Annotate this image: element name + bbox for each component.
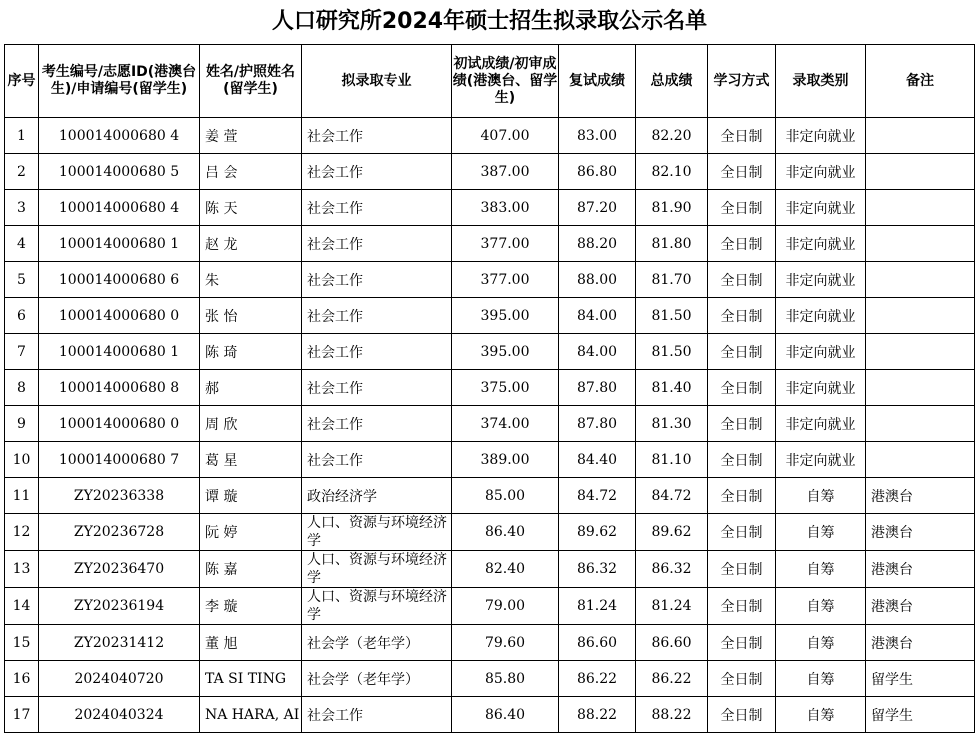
cell-seq: 8 <box>5 370 39 406</box>
cell-prelim-score: 407.00 <box>452 118 559 154</box>
cell-total-score: 81.90 <box>636 190 708 226</box>
cell-remark <box>866 442 975 478</box>
cell-study-mode: 全日制 <box>708 442 776 478</box>
cell-category: 非定向就业 <box>776 190 866 226</box>
table-row <box>5 190 975 226</box>
cell-seq: 5 <box>5 262 39 298</box>
table-row <box>5 661 975 697</box>
cell-name: 吕 会 <box>200 154 302 190</box>
cell-candidate-id: 100014000680 7 <box>39 442 200 478</box>
cell-candidate-id: ZY20236338 <box>39 478 200 514</box>
cell-seq: 3 <box>5 190 39 226</box>
cell-major: 社会工作 <box>302 370 452 406</box>
cell-total-score: 81.40 <box>636 370 708 406</box>
cell-prelim-score: 79.60 <box>452 625 559 661</box>
cell-prelim-score: 85.80 <box>452 661 559 697</box>
cell-candidate-id: 100014000680 8 <box>39 370 200 406</box>
cell-retest-score: 83.00 <box>559 118 636 154</box>
cell-name: 张 怡 <box>200 298 302 334</box>
cell-category: 非定向就业 <box>776 406 866 442</box>
cell-study-mode: 全日制 <box>708 262 776 298</box>
table-row <box>5 370 975 406</box>
cell-study-mode: 全日制 <box>708 697 776 733</box>
cell-retest-score: 87.80 <box>559 406 636 442</box>
cell-seq: 7 <box>5 334 39 370</box>
cell-name: 葛 星 <box>200 442 302 478</box>
cell-remark <box>866 190 975 226</box>
cell-study-mode: 全日制 <box>708 661 776 697</box>
cell-prelim-score: 82.40 <box>452 551 559 588</box>
cell-candidate-id: 100014000680 1 <box>39 334 200 370</box>
cell-seq: 1 <box>5 118 39 154</box>
cell-name: 陈 琦 <box>200 334 302 370</box>
cell-total-score: 81.80 <box>636 226 708 262</box>
cell-retest-score: 86.60 <box>559 625 636 661</box>
table-header-row <box>5 45 975 118</box>
cell-candidate-id: 100014000680 1 <box>39 226 200 262</box>
cell-prelim-score: 395.00 <box>452 334 559 370</box>
cell-candidate-id: 100014000680 4 <box>39 118 200 154</box>
cell-remark: 留学生 <box>866 661 975 697</box>
cell-total-score: 82.20 <box>636 118 708 154</box>
cell-candidate-id: ZY20236470 <box>39 551 200 588</box>
cell-seq: 9 <box>5 406 39 442</box>
header-retest: 复试成绩 <box>559 45 636 118</box>
cell-category: 非定向就业 <box>776 118 866 154</box>
admission-table <box>4 44 975 733</box>
cell-candidate-id: ZY20231412 <box>39 625 200 661</box>
cell-remark <box>866 154 975 190</box>
cell-prelim-score: 79.00 <box>452 588 559 625</box>
cell-study-mode: 全日制 <box>708 406 776 442</box>
cell-total-score: 81.10 <box>636 442 708 478</box>
cell-candidate-id: 100014000680 6 <box>39 262 200 298</box>
cell-total-score: 86.22 <box>636 661 708 697</box>
cell-major: 人口、资源与环境经济学 <box>302 588 452 625</box>
cell-category: 非定向就业 <box>776 442 866 478</box>
cell-major: 社会学（老年学） <box>302 625 452 661</box>
cell-prelim-score: 387.00 <box>452 154 559 190</box>
cell-study-mode: 全日制 <box>708 298 776 334</box>
table-row <box>5 226 975 262</box>
cell-retest-score: 88.00 <box>559 262 636 298</box>
header-major: 拟录取专业 <box>302 45 452 118</box>
cell-study-mode: 全日制 <box>708 118 776 154</box>
cell-prelim-score: 377.00 <box>452 262 559 298</box>
cell-name: 赵 龙 <box>200 226 302 262</box>
cell-major: 人口、资源与环境经济学 <box>302 551 452 588</box>
cell-study-mode: 全日制 <box>708 478 776 514</box>
cell-seq: 11 <box>5 478 39 514</box>
cell-study-mode: 全日制 <box>708 334 776 370</box>
cell-major: 社会工作 <box>302 406 452 442</box>
cell-seq: 15 <box>5 625 39 661</box>
cell-remark: 港澳台 <box>866 625 975 661</box>
cell-major: 社会学（老年学） <box>302 661 452 697</box>
cell-category: 自筹 <box>776 697 866 733</box>
table-body <box>5 118 975 733</box>
cell-remark: 港澳台 <box>866 551 975 588</box>
cell-major: 社会工作 <box>302 334 452 370</box>
cell-category: 非定向就业 <box>776 226 866 262</box>
cell-total-score: 86.32 <box>636 551 708 588</box>
cell-remark <box>866 298 975 334</box>
cell-seq: 10 <box>5 442 39 478</box>
cell-major: 社会工作 <box>302 697 452 733</box>
table-row <box>5 514 975 551</box>
cell-study-mode: 全日制 <box>708 226 776 262</box>
cell-prelim-score: 374.00 <box>452 406 559 442</box>
cell-name: 陈 天 <box>200 190 302 226</box>
cell-category: 非定向就业 <box>776 334 866 370</box>
cell-remark: 港澳台 <box>866 588 975 625</box>
cell-name: 周 欣 <box>200 406 302 442</box>
cell-retest-score: 84.00 <box>559 298 636 334</box>
cell-prelim-score: 85.00 <box>452 478 559 514</box>
cell-retest-score: 87.20 <box>559 190 636 226</box>
cell-major: 社会工作 <box>302 118 452 154</box>
cell-remark: 港澳台 <box>866 478 975 514</box>
cell-remark <box>866 226 975 262</box>
cell-name: TA SI TING <box>200 661 302 697</box>
table-row <box>5 118 975 154</box>
header-prelim: 初试成绩/初审成绩(港澳台、留学生) <box>452 45 559 118</box>
cell-total-score: 82.10 <box>636 154 708 190</box>
cell-seq: 4 <box>5 226 39 262</box>
table-row <box>5 298 975 334</box>
cell-retest-score: 86.32 <box>559 551 636 588</box>
cell-total-score: 88.22 <box>636 697 708 733</box>
cell-retest-score: 88.20 <box>559 226 636 262</box>
cell-name: NA HARA, AI <box>200 697 302 733</box>
cell-category: 非定向就业 <box>776 298 866 334</box>
cell-category: 自筹 <box>776 625 866 661</box>
cell-total-score: 81.70 <box>636 262 708 298</box>
cell-category: 自筹 <box>776 551 866 588</box>
cell-candidate-id: ZY20236728 <box>39 514 200 551</box>
cell-category: 自筹 <box>776 588 866 625</box>
cell-name: 董 旭 <box>200 625 302 661</box>
header-category: 录取类别 <box>776 45 866 118</box>
table-row <box>5 551 975 588</box>
cell-candidate-id: 2024040720 <box>39 661 200 697</box>
cell-category: 非定向就业 <box>776 154 866 190</box>
cell-retest-score: 86.80 <box>559 154 636 190</box>
cell-seq: 14 <box>5 588 39 625</box>
cell-total-score: 84.72 <box>636 478 708 514</box>
cell-total-score: 86.60 <box>636 625 708 661</box>
table-row <box>5 478 975 514</box>
cell-major: 社会工作 <box>302 262 452 298</box>
cell-name: 谭 璇 <box>200 478 302 514</box>
cell-name: 陈 嘉 <box>200 551 302 588</box>
cell-candidate-id: ZY20236194 <box>39 588 200 625</box>
page-title: 人口研究所2024年硕士招生拟录取公示名单 <box>271 9 708 34</box>
cell-prelim-score: 86.40 <box>452 514 559 551</box>
cell-name: 李 璇 <box>200 588 302 625</box>
cell-study-mode: 全日制 <box>708 514 776 551</box>
cell-major: 社会工作 <box>302 190 452 226</box>
cell-prelim-score: 395.00 <box>452 298 559 334</box>
cell-study-mode: 全日制 <box>708 190 776 226</box>
cell-category: 自筹 <box>776 514 866 551</box>
cell-retest-score: 81.24 <box>559 588 636 625</box>
cell-prelim-score: 389.00 <box>452 442 559 478</box>
cell-candidate-id: 100014000680 4 <box>39 190 200 226</box>
cell-total-score: 81.50 <box>636 298 708 334</box>
cell-category: 自筹 <box>776 661 866 697</box>
table-row <box>5 442 975 478</box>
cell-study-mode: 全日制 <box>708 370 776 406</box>
header-remark: 备注 <box>866 45 975 118</box>
cell-total-score: 81.30 <box>636 406 708 442</box>
cell-prelim-score: 383.00 <box>452 190 559 226</box>
cell-candidate-id: 100014000680 0 <box>39 298 200 334</box>
cell-retest-score: 89.62 <box>559 514 636 551</box>
cell-retest-score: 86.22 <box>559 661 636 697</box>
cell-major: 社会工作 <box>302 298 452 334</box>
cell-prelim-score: 375.00 <box>452 370 559 406</box>
cell-major: 社会工作 <box>302 154 452 190</box>
cell-retest-score: 84.00 <box>559 334 636 370</box>
cell-major: 政治经济学 <box>302 478 452 514</box>
header-seq: 序号 <box>5 45 39 118</box>
cell-remark <box>866 118 975 154</box>
cell-name: 郝 <box>200 370 302 406</box>
cell-name: 姜 萱 <box>200 118 302 154</box>
cell-candidate-id: 100014000680 0 <box>39 406 200 442</box>
table-row <box>5 262 975 298</box>
cell-retest-score: 87.80 <box>559 370 636 406</box>
cell-prelim-score: 377.00 <box>452 226 559 262</box>
cell-candidate-id: 100014000680 5 <box>39 154 200 190</box>
header-mode: 学习方式 <box>708 45 776 118</box>
cell-retest-score: 88.22 <box>559 697 636 733</box>
cell-seq: 13 <box>5 551 39 588</box>
cell-candidate-id: 2024040324 <box>39 697 200 733</box>
table-row <box>5 697 975 733</box>
cell-remark <box>866 334 975 370</box>
table-row <box>5 625 975 661</box>
cell-major: 社会工作 <box>302 226 452 262</box>
cell-seq: 16 <box>5 661 39 697</box>
cell-remark <box>866 262 975 298</box>
cell-remark <box>866 406 975 442</box>
cell-study-mode: 全日制 <box>708 588 776 625</box>
cell-remark <box>866 370 975 406</box>
cell-remark: 留学生 <box>866 697 975 733</box>
cell-seq: 12 <box>5 514 39 551</box>
table-row <box>5 406 975 442</box>
cell-study-mode: 全日制 <box>708 551 776 588</box>
header-id: 考生编号/志愿ID(港澳台生)/申请编号(留学生) <box>39 45 200 118</box>
cell-category: 非定向就业 <box>776 370 866 406</box>
cell-total-score: 81.50 <box>636 334 708 370</box>
cell-total-score: 81.24 <box>636 588 708 625</box>
cell-seq: 17 <box>5 697 39 733</box>
header-total: 总成绩 <box>636 45 708 118</box>
table-row <box>5 334 975 370</box>
cell-prelim-score: 86.40 <box>452 697 559 733</box>
cell-category: 自筹 <box>776 478 866 514</box>
cell-study-mode: 全日制 <box>708 625 776 661</box>
cell-study-mode: 全日制 <box>708 154 776 190</box>
cell-retest-score: 84.72 <box>559 478 636 514</box>
cell-seq: 6 <box>5 298 39 334</box>
cell-remark: 港澳台 <box>866 514 975 551</box>
cell-name: 阮 婷 <box>200 514 302 551</box>
cell-name: 朱 <box>200 262 302 298</box>
table-row <box>5 588 975 625</box>
cell-major: 人口、资源与环境经济学 <box>302 514 452 551</box>
header-name: 姓名/护照姓名(留学生) <box>200 45 302 118</box>
cell-major: 社会工作 <box>302 442 452 478</box>
cell-seq: 2 <box>5 154 39 190</box>
cell-retest-score: 84.40 <box>559 442 636 478</box>
cell-total-score: 89.62 <box>636 514 708 551</box>
table-row <box>5 154 975 190</box>
cell-category: 非定向就业 <box>776 262 866 298</box>
